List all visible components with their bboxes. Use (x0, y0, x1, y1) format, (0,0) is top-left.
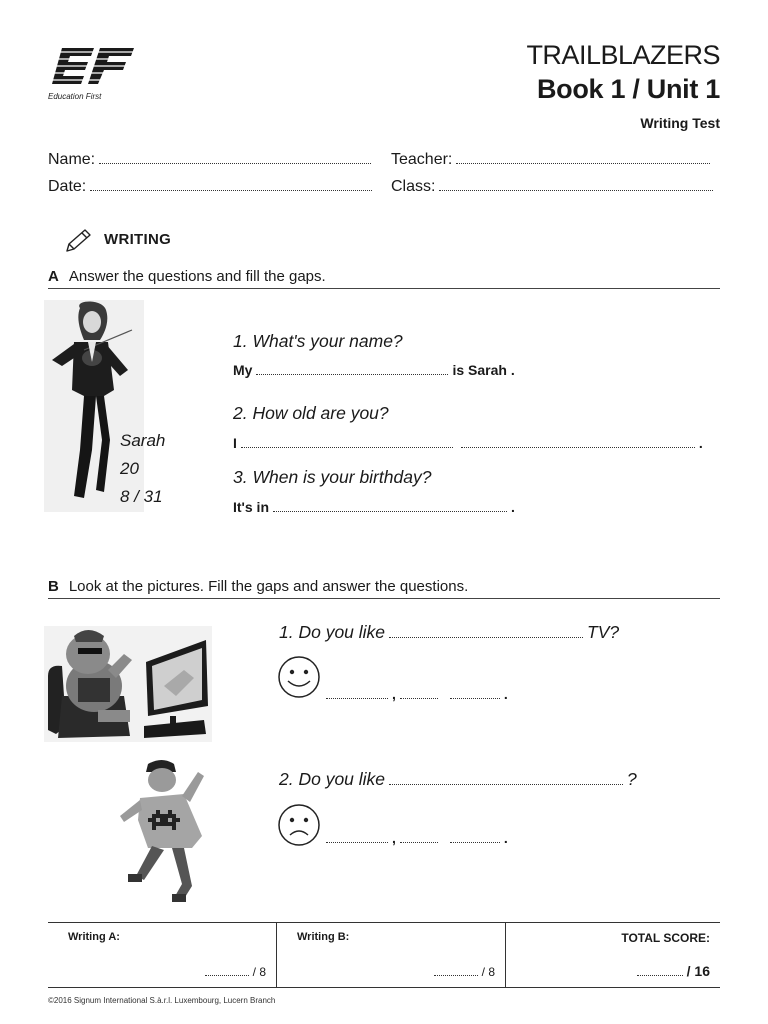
date-label: Date: (48, 178, 87, 195)
test-name: Writing Test (640, 115, 720, 131)
answer-a2-blank-1[interactable] (241, 433, 453, 448)
class-field[interactable] (391, 176, 717, 196)
book-unit-title: Book 1 / Unit 1 (536, 74, 720, 104)
copyright: ©2016 Signum International S.à.r.l. Luxembourg, Lucern Branch (48, 996, 276, 1005)
writing-heading: WRITING (104, 231, 172, 248)
answer-b1-blank-1[interactable] (326, 684, 388, 699)
date-blank[interactable] (90, 176, 372, 191)
profile-age: 20 (120, 459, 139, 478)
question-a3: 3. When is your birthday? (233, 467, 432, 487)
writing-a-label: Writing A: (68, 931, 120, 943)
answer-a3 (233, 497, 515, 515)
name-label: Name: (48, 151, 96, 168)
smiley-face-icon (276, 655, 322, 699)
answer-a2-suffix: . (698, 435, 703, 451)
writing-b-score (430, 965, 495, 979)
writing-b-score-blank[interactable] (434, 965, 478, 976)
answer-a2-blank-2[interactable] (461, 433, 695, 448)
answer-a3-suffix: . (511, 499, 515, 515)
answer-a3-blank[interactable] (273, 497, 507, 512)
writing-a-total: / 8 (252, 965, 266, 979)
total-score-label: TOTAL SCORE: (621, 931, 710, 945)
name-blank[interactable] (99, 149, 371, 164)
writing-a-score (201, 965, 266, 979)
teacher-field[interactable] (391, 149, 714, 169)
tv-watcher-illustration (44, 626, 212, 742)
answer-a2-prefix: I (233, 435, 237, 451)
writing-a-score-cell (48, 923, 277, 987)
total-score-blank[interactable] (637, 965, 683, 976)
profile-birthday: 8 / 31 (120, 487, 163, 506)
date-field[interactable] (48, 176, 376, 196)
total-score (633, 963, 710, 979)
question-b1-blank[interactable] (389, 623, 583, 638)
question-b2-suffix: ? (627, 769, 637, 789)
sad-face-icon (276, 803, 322, 847)
total-score-cell (506, 923, 720, 987)
question-b2 (279, 769, 637, 790)
writing-b-label: Writing B: (297, 931, 350, 943)
profile-name: Sarah (120, 431, 166, 450)
dancer-illustration (112, 758, 216, 904)
name-field[interactable] (48, 149, 375, 169)
answer-b1: , . (322, 684, 508, 702)
answer-a3-prefix: It's in (233, 499, 269, 515)
question-b1 (279, 622, 619, 643)
teacher-blank[interactable] (456, 149, 710, 164)
question-b2-blank[interactable] (389, 770, 623, 785)
total-score-total: / 16 (686, 963, 710, 979)
section-a-divider (48, 288, 720, 289)
question-b2-prefix: 2. Do you like (279, 769, 386, 789)
section-a-letter: A (48, 268, 59, 285)
answer-b2: , . (322, 828, 508, 846)
series-title: TRAILBLAZERS (526, 40, 720, 70)
section-a-title (48, 268, 326, 285)
question-a2: 2. How old are you? (233, 403, 389, 423)
answer-a2 (233, 433, 703, 451)
violinist-illustration (44, 300, 144, 512)
pencil-icon (64, 228, 92, 254)
score-table (48, 922, 720, 988)
logo-subtitle: Education First (48, 92, 102, 101)
answer-b1-blank-2[interactable] (400, 684, 438, 699)
logo-text: EF (48, 44, 50, 45)
answer-b2-blank-1[interactable] (326, 828, 388, 843)
answer-a1-blank[interactable] (256, 360, 448, 375)
writing-b-total: / 8 (481, 965, 495, 979)
answer-b2-blank-2[interactable] (400, 828, 438, 843)
answer-b2-blank-3[interactable] (450, 828, 500, 843)
writing-b-score-cell (277, 923, 506, 987)
answer-a1-prefix: My (233, 362, 253, 378)
question-b1-prefix: 1. Do you like (279, 622, 386, 642)
class-blank[interactable] (439, 176, 713, 191)
question-a1: 1. What's your name? (233, 331, 403, 351)
teacher-label: Teacher: (391, 151, 453, 168)
section-b-instruction: Look at the pictures. Fill the gaps and answer the questions. (68, 578, 469, 595)
class-label: Class: (391, 178, 436, 195)
section-a-instruction: Answer the questions and fill the gaps. (68, 268, 326, 285)
question-b1-suffix: TV? (587, 622, 620, 642)
writing-a-score-blank[interactable] (205, 965, 249, 976)
section-b-letter: B (48, 578, 59, 595)
answer-a1-suffix: is Sarah . (452, 362, 515, 378)
answer-b1-blank-3[interactable] (450, 684, 500, 699)
answer-a1 (233, 360, 515, 378)
section-b-title (48, 578, 468, 595)
section-b-divider (48, 598, 720, 599)
